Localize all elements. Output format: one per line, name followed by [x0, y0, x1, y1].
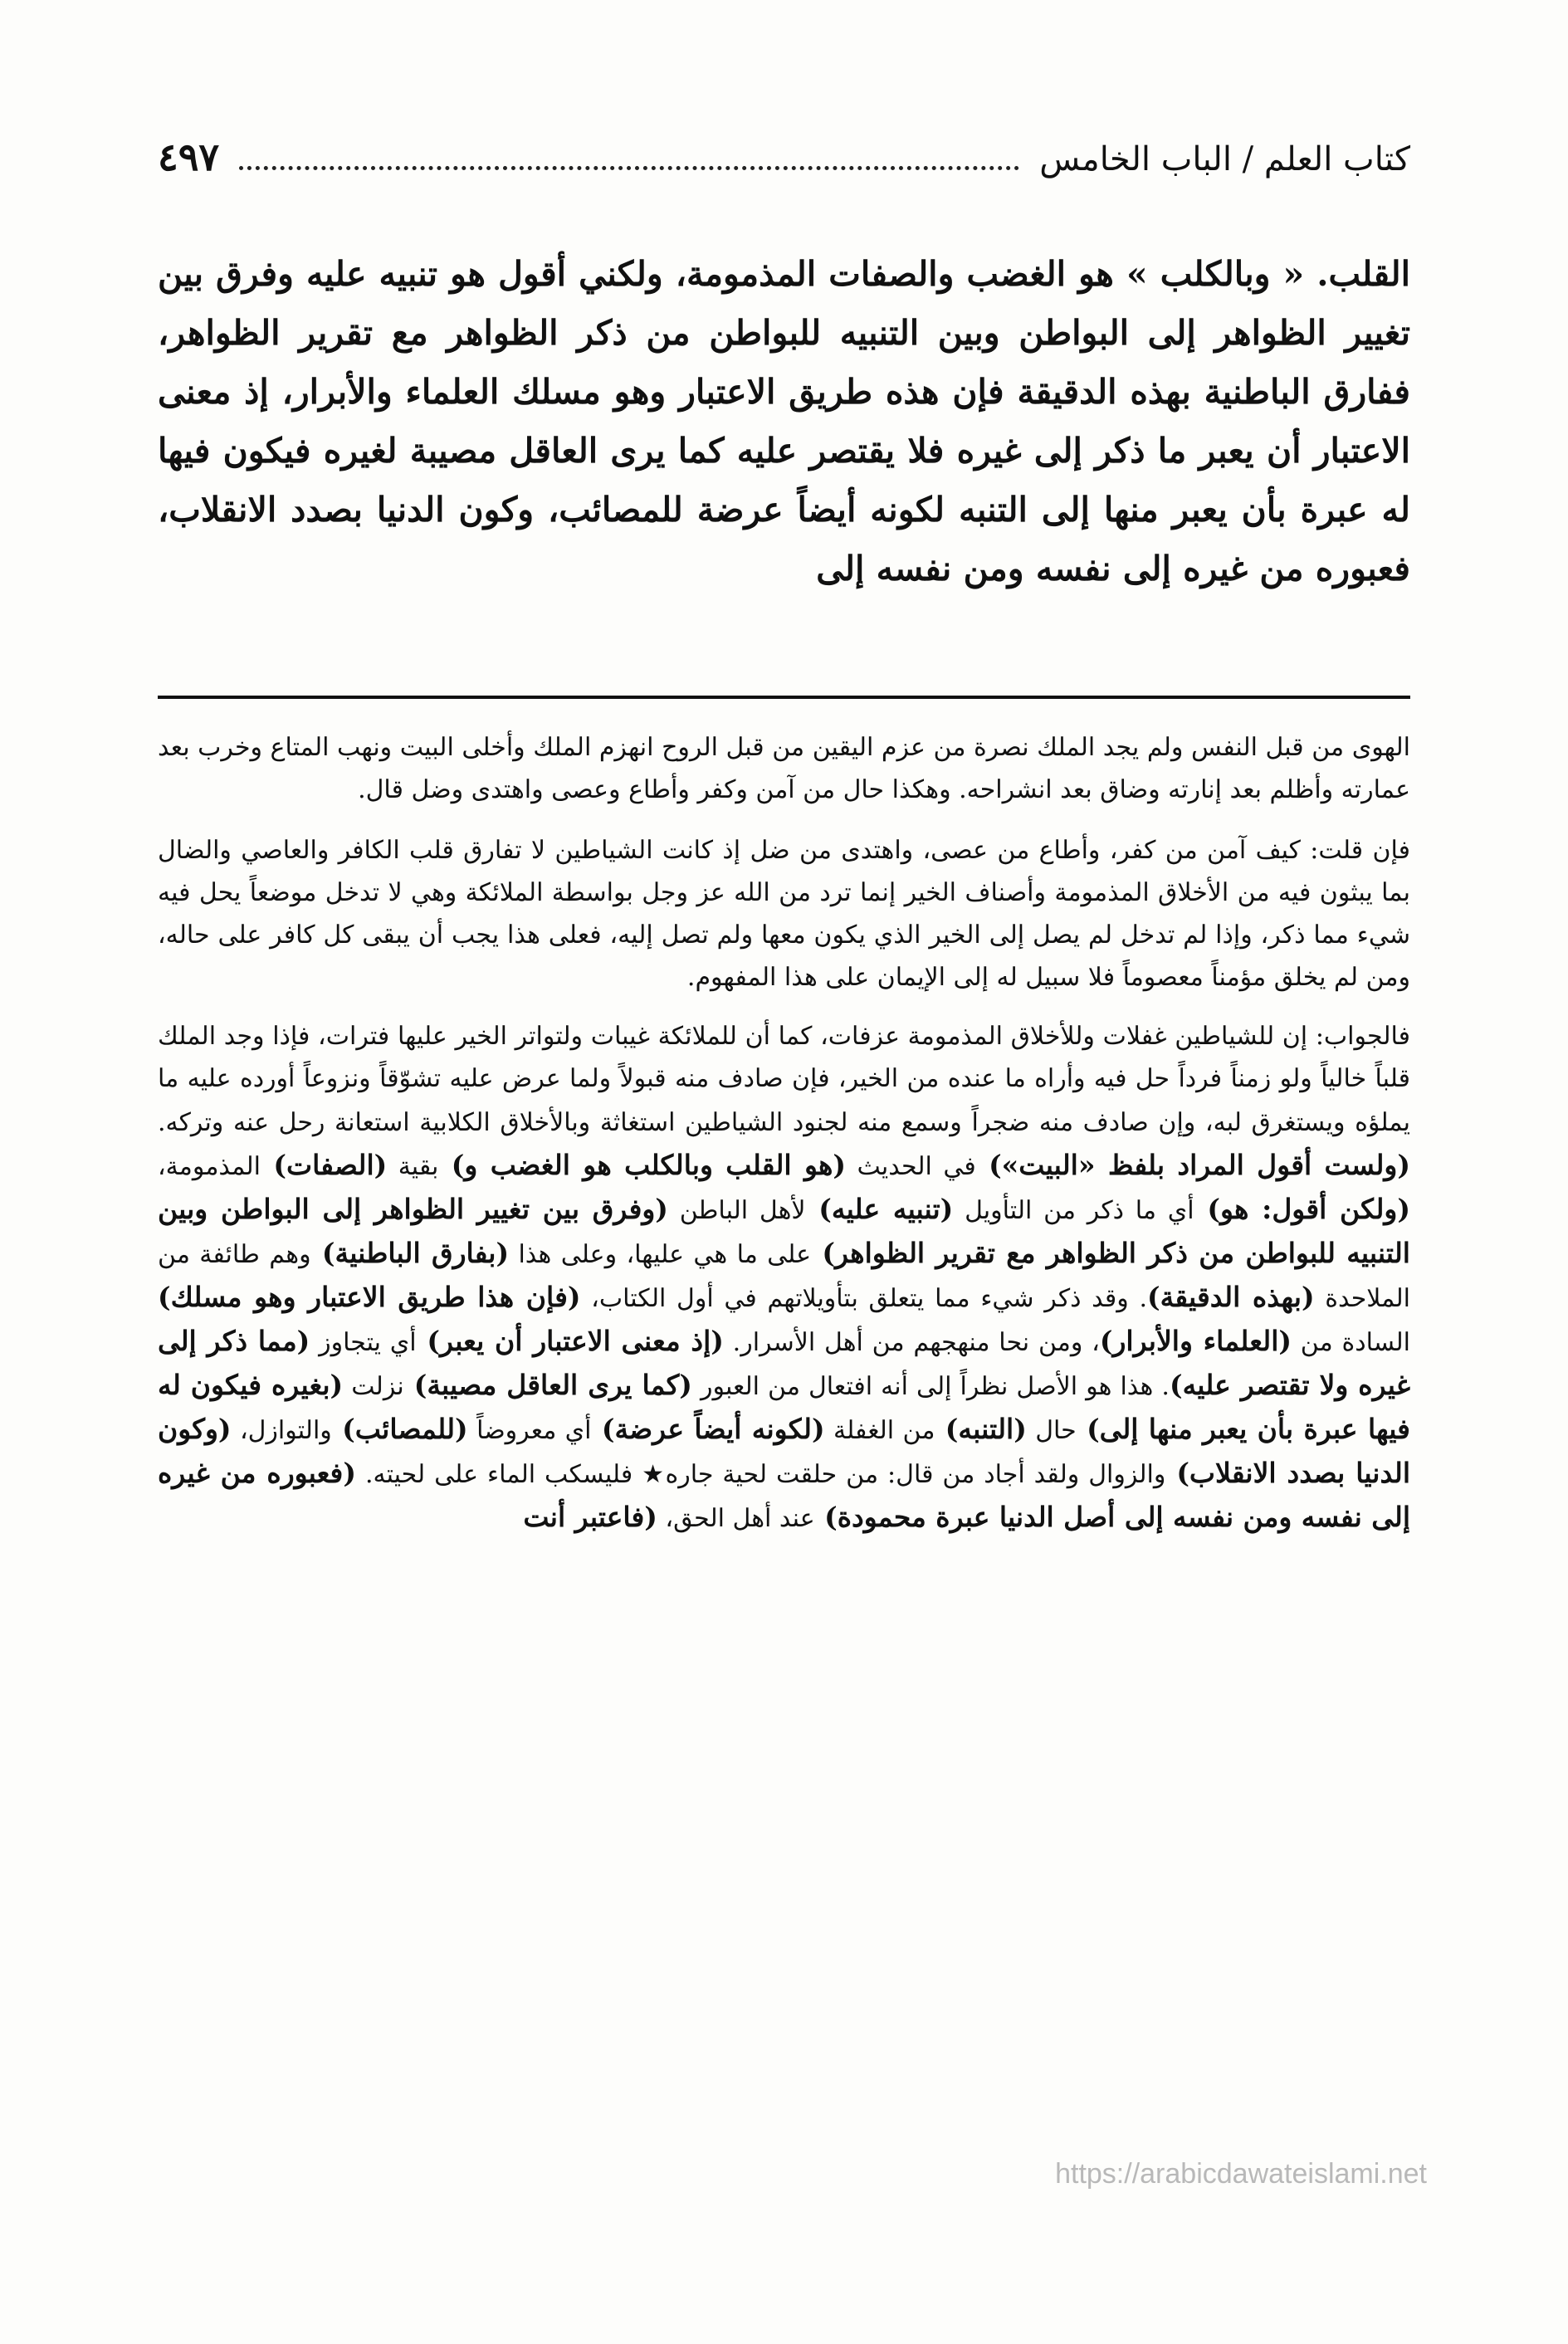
quoted-matn-segment: (وفرق بين تغيير الظواهر إلى البواطن وبين التنبيه للبواطن من ذكر الظواهر مع تقرير الظواهر) [158, 1193, 1410, 1269]
quoted-matn-segment: (تنبيه عليه) [805, 1193, 954, 1225]
quoted-matn-segment: (الصفات) [260, 1149, 388, 1181]
quoted-matn-segment: (العلماء والأبرار) [1099, 1325, 1292, 1357]
commentary-segment: من الغفلة [824, 1416, 935, 1445]
quoted-matn-segment: (التنبه) [935, 1413, 1027, 1445]
commentary-segment: ، ومن نحا منهجهم من أهل الأسرار. [723, 1328, 1100, 1357]
commentary-segment: نزلت [343, 1372, 404, 1401]
quoted-matn-segment: (ولست أقول المراد بلفظ «البيت») [975, 1149, 1410, 1181]
quoted-matn-segment: (لكونه أيضاً عرضة) [591, 1413, 825, 1445]
main-paragraph: القلب. « وبالكلب » هو الغضب والصفات المذمومة، ولكني أقول هو تنبيه عليه وفرق بين تغيير الظواهر إلى البواطن وبين التنبيه للبواطن من ذكر الظواهر مع تقرير الظواهر، ففارق الباطنية بهذه الدقيقة فإن هذه طريق الاعتبار وهو مسلك العلماء والأبرار، إذ معنى الاعتبار أن يعبر ما ذكر إلى غيره فلا يقتصر عليه كما يرى العاقل مصيبة لغيره فيكون فيها له عبرة بأن يعبر منها إلى التنبه لكونه أيضاً عرضة للمصائب، وكون الدنيا بصدد الانقلاب، فعبوره من غيره إلى نفسه ومن نفسه إلى [158, 254, 1410, 588]
dotted-leader [239, 151, 1019, 170]
quoted-matn-segment: (هو القلب وبالكلب هو الغضب و) [438, 1149, 847, 1181]
commentary-segment: أي معروضاً [467, 1416, 592, 1445]
commentary-paragraph-1: الهوى من قبل النفس ولم يجد الملك نصرة من عزم اليقين من قبل الروح انهزم الملك وأخلى البيت ونهب المتاع وخرب بعد عمارته وأظلم بعد إنارته وضاق بعد انشراحه. وهكذا حال من آمن وكفر وأطاع وعصى واهتدى وضل قال. [158, 733, 1410, 804]
commentary-segment: والزوال ولقد أجاد من قال: من حلقت لحية جاره★ فليسكب الماء على لحيته. [355, 1460, 1166, 1489]
commentary-segment: في الحديث [846, 1152, 976, 1181]
page-header [158, 134, 1410, 193]
quoted-matn-segment: (وكون الدنيا بصدد الانقلاب) [158, 1413, 1411, 1489]
commentary-segment: على ما هي عليها، وعلى هذا [509, 1240, 812, 1269]
page-number: ٤٩٧ [158, 134, 220, 179]
quoted-matn-segment: (فاعتبر أنت [523, 1501, 657, 1533]
commentary-segment: والتوازل، [231, 1416, 332, 1445]
quoted-matn-segment: (ولكن أقول: هو) [1194, 1193, 1410, 1225]
commentary-segment: أي يتجاوز [310, 1328, 417, 1357]
commentary-segment: عند أهل الحق، [657, 1504, 815, 1533]
watermark-url: https://arabicdawateislami.net [1055, 2158, 1427, 2190]
quoted-matn-segment: (فعبوره من غيره إلى نفسه ومن نفسه إلى أصل الدنيا عبرة محمودة) [158, 1457, 1410, 1533]
commentary-segment: لأهل الباطن [667, 1196, 806, 1225]
main-text-block [158, 245, 1410, 598]
running-title: كتاب العلم / الباب الخامس [1039, 140, 1410, 178]
commentary-block [158, 726, 1410, 1556]
quoted-matn-segment: (إذ معنى الاعتبار أن يعبر) [416, 1325, 724, 1357]
commentary-segment: وهم طائفة من الملاحدة [158, 1240, 1410, 1313]
quoted-matn-segment: (بفارق الباطنية) [310, 1237, 510, 1269]
commentary-segment: المذمومة، [158, 1152, 261, 1181]
commentary-segment: حال [1026, 1416, 1077, 1445]
commentary-paragraph-3 [158, 1015, 1410, 1540]
commentary-segment: السادة من [1292, 1328, 1410, 1357]
commentary-segment: بقية [387, 1152, 439, 1181]
quoted-matn-segment: (للمصائب) [331, 1413, 468, 1445]
quoted-matn-segment: (فإن هذا طريق الاعتبار وهو مسلك) [158, 1281, 581, 1313]
quoted-matn-segment: (بهذه الدقيقة) [1147, 1281, 1315, 1313]
commentary-paragraph-4 [158, 1149, 1411, 1533]
quoted-matn-segment: (مما ذكر إلى غيره ولا تقتصر عليه) [158, 1325, 1410, 1401]
commentary-paragraph-3-text: فالجواب: إن للشياطين غفلات وللأخلاق المذمومة عزفات، كما أن للملائكة غيبات ولتواتر الخير عليها فترات، فإذا وجد الملك قلباً خالياً ولو زمناً فرداً حل فيه وأراه ما عنده من الخير، فإن صادف منه قبولاً ولما عرض عليه تشوّقاً ونزوعاً أورده عليه ما يملؤه ويستغرق لبه، وإن صادف منه ضجراً وسمع منه لجنود الشياطين استغاثة وبالأخلاق الكلابية استعانة رحل عنه وتركه. [158, 1022, 1411, 1137]
quoted-matn-segment: (كما يرى العاقل مصيبة) [403, 1369, 692, 1401]
commentary-paragraph-2: فإن قلت: كيف آمن من كفر، وأطاع من عصى، واهتدى من ضل إذ كانت الشياطين لا تفارق قلب الكافر والعاصي والضال بما يبثون فيه من الأخلاق المذمومة وأصناف الخير إنما ترد من الله عز وجل بواسطة الملائكة وهي لا تدخل موضعاً يحل فيه شيء مما ذكر، وإذا لم تدخل لم يصل إلى الخير الذي يكون معها ولم تصل إليه، فعلى هذا يجب أن يبقى كل كافر على حاله، ومن لم يخلق مؤمناً معصوماً فلا سبيل له إلى الإيمان على هذا المفهوم. [158, 836, 1410, 992]
quoted-matn-segment: (بغيره فيكون له فيها عبرة بأن يعبر منها إلى) [158, 1369, 1410, 1445]
footnote-divider [158, 696, 1410, 699]
commentary-segment: أي ما ذكر من التأويل [953, 1196, 1194, 1225]
commentary-segment: . وقد ذكر شيء مما يتعلق بتأويلاتهم في أول الكتاب، [580, 1284, 1147, 1313]
commentary-segment: . هذا هو الأصل نظراً إلى أنه افتعال من العبور [691, 1372, 1170, 1401]
